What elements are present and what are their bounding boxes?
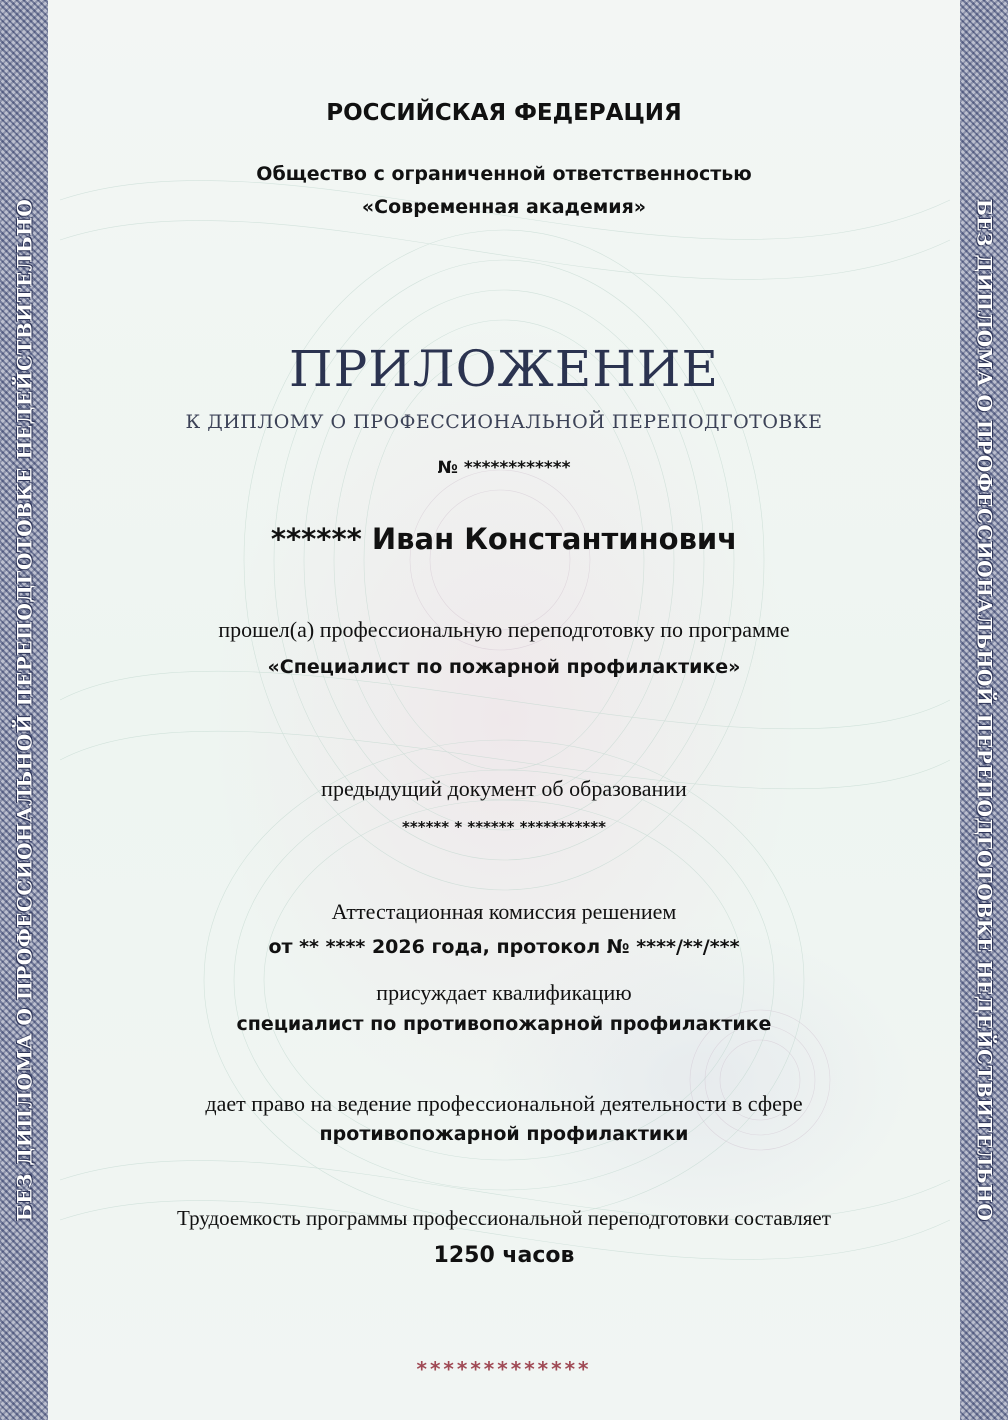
attestation-value: от ** **** 2026 года, протокол № ****/**/*** bbox=[268, 936, 740, 958]
attestation-label: Аттестационная комиссия решением bbox=[331, 899, 677, 924]
holder-name: ****** Иван Константинович bbox=[270, 522, 738, 556]
workload-label: Трудоемкость программы профессиональной переподготовки составляет bbox=[177, 1206, 831, 1230]
organization-form: Общество с ограниченной ответственностью bbox=[256, 163, 752, 185]
workload-value: 1250 часов bbox=[433, 1243, 575, 1268]
document-title: ПРИЛОЖЕНИЕ bbox=[289, 340, 719, 398]
qualification-value: специалист по противопожарной профилактике bbox=[236, 1013, 772, 1035]
country-heading: РОССИЙСКАЯ ФЕДЕРАЦИЯ bbox=[326, 100, 682, 126]
serial-number: ************* bbox=[416, 1357, 592, 1381]
previous-document-label: предыдущий документ об образовании bbox=[321, 776, 687, 801]
program-name: «Специалист по пожарной профилактике» bbox=[267, 656, 741, 678]
document-subtitle: К ДИПЛОМУ О ПРОФЕССИОНАЛЬНОЙ ПЕРЕПОДГОТОВКЕ bbox=[185, 411, 823, 433]
previous-document-value: ****** * ****** *********** bbox=[402, 818, 606, 836]
left-band-text: БЕЗ ДИПЛОМА О ПРОФЕССИОНАЛЬНОЙ ПЕРЕПОДГОТОВКЕ НЕДЕЙСТВИТЕЛЬНО bbox=[12, 198, 36, 1222]
activity-right-value: противопожарной профилактики bbox=[319, 1123, 689, 1145]
right-band-text: БЕЗ ДИПЛОМА О ПРОФЕССИОНАЛЬНОЙ ПЕРЕПОДГОТОВКЕ НЕДЕЙСТВИТЕЛЬНО bbox=[972, 198, 996, 1222]
document-number: № ************ bbox=[437, 458, 571, 478]
program-label: прошел(а) профессиональную переподготовку по программе bbox=[218, 617, 790, 642]
activity-right-label: дает право на ведение профессиональной деятельности в сфере bbox=[205, 1091, 803, 1116]
qualification-label: присуждает квалификацию bbox=[376, 980, 632, 1005]
organization-name: «Современная академия» bbox=[361, 196, 647, 218]
